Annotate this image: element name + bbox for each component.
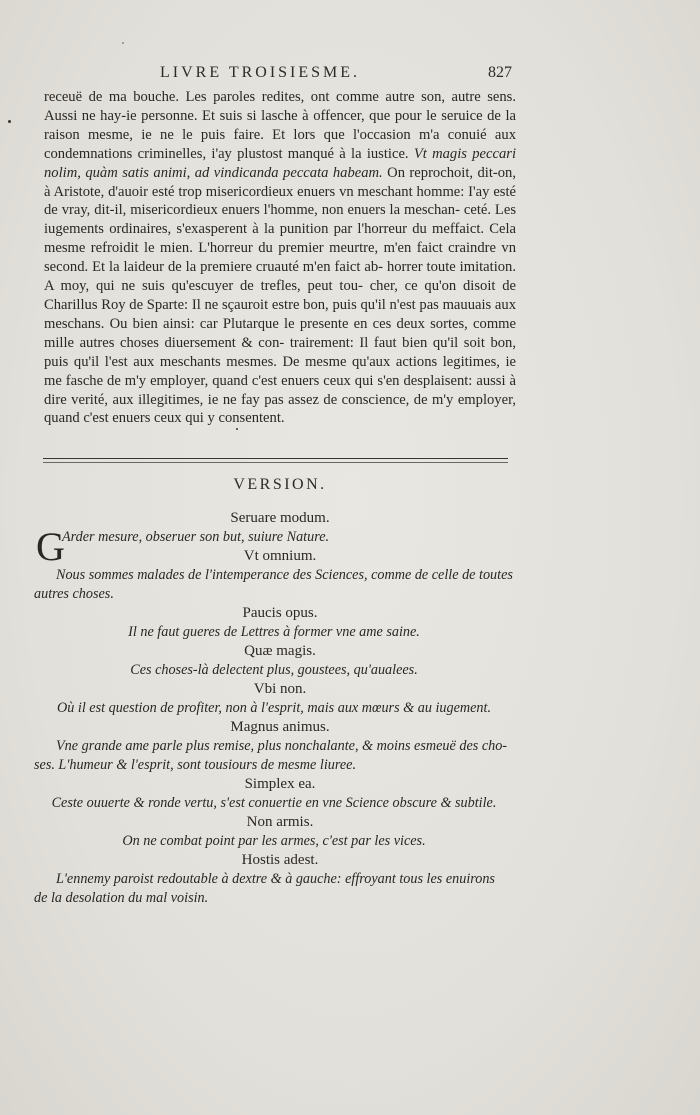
body-line: la raison mesme, ie ne le puis faire. Et lors que l'occasion m'a conuié aux [44,107,516,143]
body-line: trairement: Il faut bien qu'il soit bon, puis qu'il l'est aux meschants mesmes. [44,334,516,370]
essay-paragraph [44,88,516,428]
translation-line: autres choses. [34,586,114,602]
translation-line: Ces choses-là delectent plus, goustees, qu'aualees. [130,662,418,678]
latin-lemma: Non armis. [246,814,314,830]
translation-line: L'ennemy paroist redoutable à dextre & à gauche: effroyant tous les enuirons [56,871,495,887]
latin-lemma: Simplex ea. [244,776,316,792]
translation-line: Arder mesure, obseruer son but, suiure Nature. [62,529,330,545]
translation-line: ses. L'humeur & l'esprit, sont tousiours de mesme liuree. [34,757,356,773]
page-number: 827 [488,64,512,81]
body-line: receuë de ma bouche. Les paroles redites, ont comme autre son, autre sens. [44,89,516,105]
latin-lemma: Quæ magis. [244,643,316,659]
ink-speck [8,120,11,123]
body-line: On reprochoit, dit-on, à [44,164,516,200]
ink-speck [122,42,124,44]
ink-speck [236,428,238,430]
latin-lemma: Vt omnium. [243,548,317,564]
body-line: fay pas assez de conscience, de m'y employer, quand c'est enuers ceux qui y [44,391,516,427]
body-line: consentent. [218,410,285,427]
latin-quotation: Vt magis peccari [413,145,516,162]
translation-line: Nous sommes malades de l'intemperance des Sciences, comme de celle de toutes [56,567,513,583]
body-line: puis qu'il n'est pas mauuais aux meschans. Ou bien ainsi: car Plutarque le [44,296,517,332]
translation-line: Vne grande ame parle plus remise, plus nonchalante, & moins esmeuë des cho- [56,738,508,754]
latin-quotation: nolim, quàm satis animi, ad vindicanda peccata habeam. [44,164,383,181]
running-head: LIVRE TROISIESME. [160,64,361,81]
section-divider [43,458,508,459]
body-line: ceté. Les iugements ordinaires, s'exasperent à la punition par l'horreur du [44,202,517,238]
body-line: Aristote, d'auoir esté trop misericordieux enuers vn meschant homme: I'ay [53,183,490,200]
section-heading: VERSION. [233,476,327,493]
body-line: De mesme qu'aux actions legitimes, ie me fasche de m'y employer, quand [44,353,516,389]
section-divider-thin [43,462,508,463]
latin-lemma: Magnus animus. [230,719,330,735]
latin-lemma: Paucis opus. [242,605,318,621]
latin-lemma: Hostis adest. [241,852,319,868]
body-line: condemnations criminelles, i'ay plustost manqué à la iustice. [44,145,409,162]
translation-line: On ne combat point par les armes, c'est par les vices. [122,833,426,849]
translation-line: Où il est question de profiter, non à l'esprit, mais aux mœurs & au iugement. [56,700,492,716]
latin-lemma: Vbi non. [253,681,307,697]
version-list [34,509,514,908]
body-line: presente en ces deux sortes, comme mille autres choses diuersement & con- [44,315,516,351]
drop-cap: G [36,524,65,569]
body-line: faict craindre vn second. Et la laideur de la premiere cruauté m'en faict ab- [44,240,516,276]
body-line: esté de vray, dit-il, misericordieux enuers l'homme, non enuers la meschan- [44,183,517,219]
body-line: meffaict. Cela mesme refroidit le mien. L'horreur du premier meurtre, m'en [44,221,516,257]
body-line: cher, ce qu'on disoit de Charillus Roy de Sparte: Il ne sçauroit estre bon, [44,278,517,313]
translation-line: Il ne faut gueres de Lettres à former vne ame saine. [128,624,420,640]
translation-line: de la desolation du mal voisin. [34,890,209,906]
body-line: c'est enuers ceux qui s'en desplaisent: aussi à dire verité, aux illegitimes, ie ne [44,372,516,408]
body-line: horrer toute imitation. A moy, qui ne suis qu'escuyer de trefles, peut tou- [44,259,517,295]
body-line: Aussi ne hay-ie personne. Et suis si lasche à offencer, que pour le seruice de [44,107,501,124]
translation-line: Ceste ouuerte & ronde vertu, s'est conuertie en vne Science obscure & subtile. [51,795,497,811]
latin-lemma: Seruare modum. [230,510,330,526]
